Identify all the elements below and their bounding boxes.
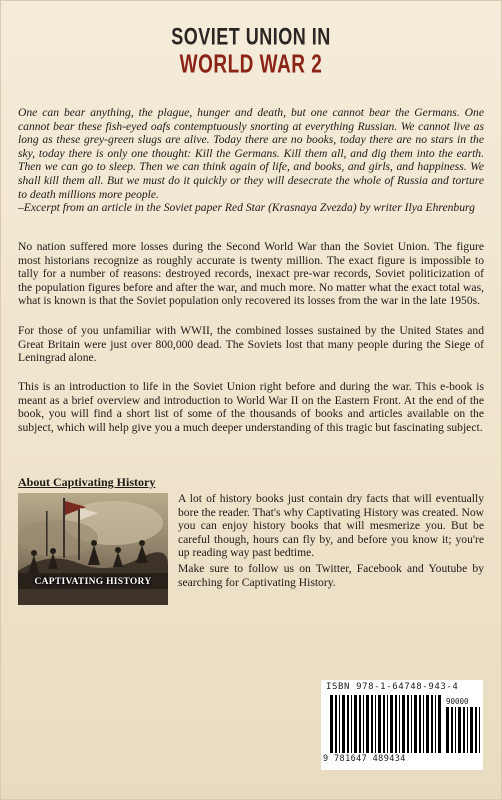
blurb-paragraph-2: For those of you unfamiliar with WWII, the combined losses sustained by the United States and Great Britain were just over 800,000 dead. The Soviets lost that many people during the Siege of Leningrad alone.	[18, 324, 484, 365]
price-code: 90000	[446, 697, 469, 706]
blurb-paragraph-3: This is an introduction to life in the Soviet Union right before and during the war. This e-book is meant as a brief overview and introduction to World War II on the Eastern Front. At the end of the book, you will find a short list of some of the thousands of books and articles available on the subject, which will help give you a much deeper understanding of this tragic but fascinating subject.	[18, 380, 484, 434]
barcode-image	[330, 695, 442, 753]
about-heading: About Captivating History	[18, 475, 156, 489]
quote-source: –Excerpt from an article in the Soviet paper Red Star (Krasnaya Zvezda) by writer Ilya Ehrenburg	[18, 201, 475, 215]
title-line-1: SOVIET UNION IN	[171, 22, 331, 50]
publisher-banner: CAPTIVATING HISTORY	[34, 577, 152, 587]
opening-quote	[18, 106, 484, 215]
publisher-artwork	[18, 493, 168, 605]
blurb-paragraph-1: No nation suffered more losses during the Second World War than the Soviet Union. The figure most historians recognize as roughly accurate is twenty million. The exact figure is impossible to tally for a number of reasons: destroyed records, inexact pre-war records, Soviet politicization of the population figures before and after the war, and much more. No matter what the exact total was, what is known is that the Soviet population only recovered its losses from the war in the late 1950s.	[18, 240, 484, 308]
book-title	[0, 22, 502, 79]
barcode-digits: 9 781647 489434	[323, 754, 406, 764]
isbn-number: ISBN 978-1-64748-943-4	[326, 682, 459, 692]
about-text-2: Make sure to follow us on Twitter, Facebook and Youtube by searching for Captivating History.	[178, 562, 484, 589]
about-text-1: A lot of history books just contain dry facts that will eventually bore the reader. That's why Captivating History was created. Now you can enjoy history books that will mesmerize you. But be careful though, hours can fly by, and before you know it; you're up reading way past bedtime.	[178, 492, 484, 560]
title-line-2: WORLD WAR 2	[179, 50, 323, 79]
quote-text: One can bear anything, the plague, hunger and death, but one cannot bear the Germans. One cannot bear these fish-eyed oafs contemptuously snorting at everything Russian. We cannot live as long as these grey-green slugs are alive. Today there are no books, today there are no stars in the sky, today there is only one thought: Kill the Germans. Kill them all, and dig them into the earth. Then we can go to sleep. Then we can think again of life, and books, and girls, and happiness. We shall kill them all. But we must do it quickly or they will desecrate the whole of Russia and torture to death millions more people.	[18, 106, 484, 201]
barcode-addon-image	[446, 707, 480, 753]
battle-painting-image	[18, 493, 168, 605]
